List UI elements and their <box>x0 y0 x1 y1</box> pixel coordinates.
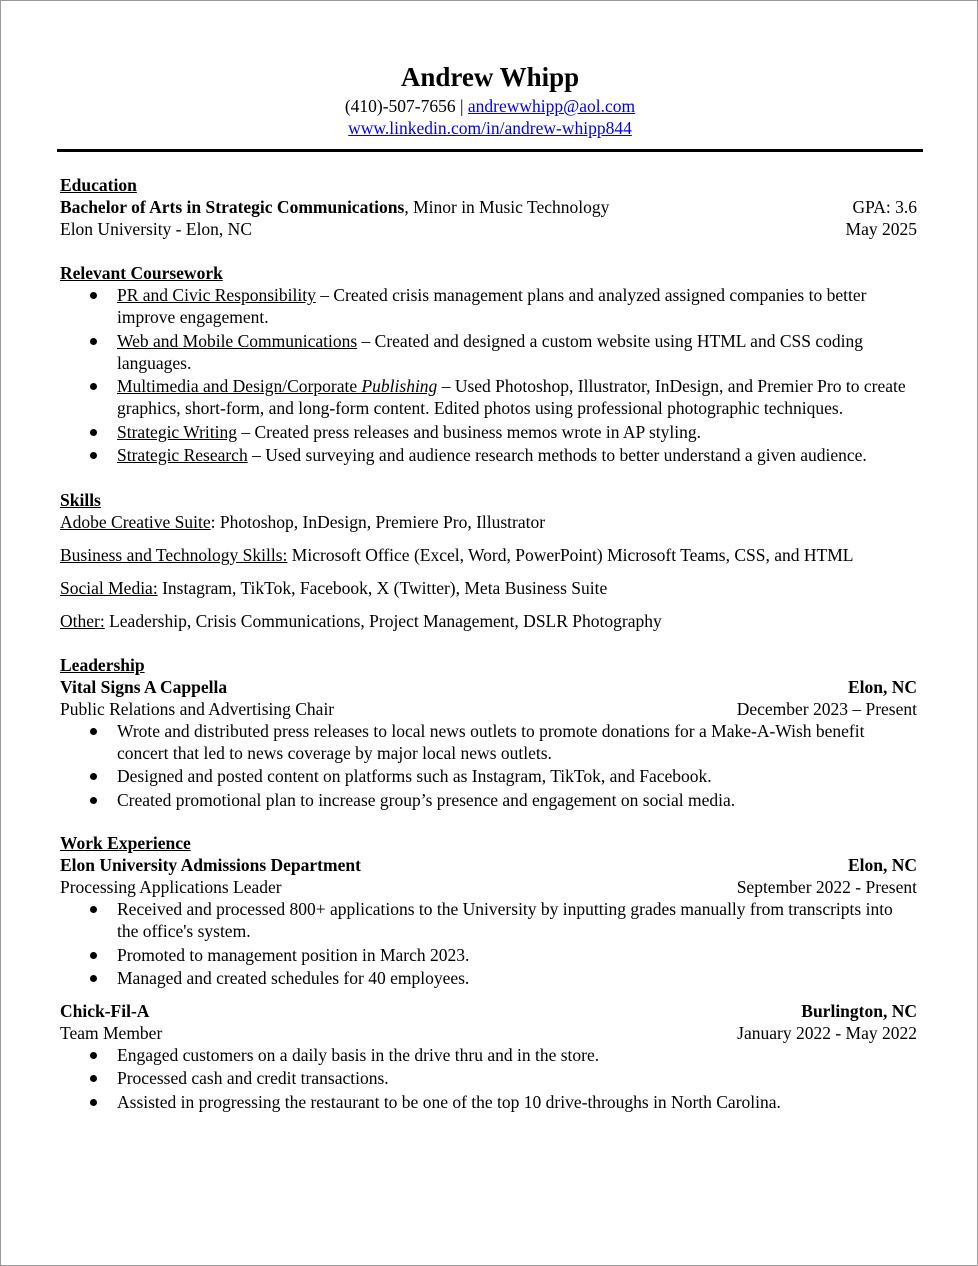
list-item: Received and processed 800+ applications to the University by inputting grades manually from transcripts into the office's system. <box>60 898 917 942</box>
job-role: Team Member <box>60 1022 163 1043</box>
skill-item <box>60 577 917 599</box>
job-org-row <box>60 1000 917 1022</box>
list-item: Processed cash and credit transactions. <box>60 1067 917 1089</box>
coursework-list <box>60 284 917 466</box>
job-dates: September 2022 - Present <box>736 877 917 897</box>
linkedin-link[interactable]: www.linkedin.com/in/andrew-whipp844 <box>348 118 632 138</box>
skill-value: Instagram, TikTok, Facebook, X (Twitter), Meta Business Suite <box>157 577 608 598</box>
list-item: Designed and posted content on platforms such as Instagram, TikTok, and Facebook. <box>60 765 917 787</box>
section-title-coursework: Relevant Coursework <box>60 263 223 283</box>
list-item: Created promotional plan to increase group’s presence and engagement on social media. <box>60 789 917 811</box>
contact-separator: | <box>455 96 468 116</box>
job-dates: January 2022 - May 2022 <box>737 1022 917 1043</box>
list-item <box>60 330 917 374</box>
leadership-section <box>60 654 917 811</box>
job-role-row <box>60 1022 917 1044</box>
school-row <box>60 218 917 240</box>
skill-item <box>60 610 917 632</box>
section-title-skills: Skills <box>60 489 101 510</box>
degree-minor: , Minor in Music Technology <box>404 197 610 217</box>
job-org: Chick-Fil-A <box>60 1000 150 1021</box>
work-section <box>60 832 917 1113</box>
job-org: Elon University Admissions Department <box>60 855 361 875</box>
course-name: Strategic Writing <box>117 421 237 442</box>
contact-line <box>1 95 978 117</box>
course-name: Web and Mobile Communications <box>117 330 358 351</box>
job-bullets <box>60 898 917 989</box>
section-title-work: Work Experience <box>60 833 191 853</box>
course-description: – Used Photoshop, Illustrator, InDesign, and Premier Pro to create graphics, short-form, and long-form content. Edited photos using professional photographic techniques. <box>117 376 906 418</box>
gpa: GPA: 3.6 <box>852 197 917 217</box>
resume-header <box>1 59 978 139</box>
education-section <box>60 174 917 240</box>
list-item <box>60 375 917 419</box>
list-item: Promoted to management position in March 2023. <box>60 944 917 966</box>
skill-value: Leadership, Crisis Communications, Project Management, DSLR Photography <box>104 610 662 631</box>
course-description: – Used surveying and audience research methods to better understand a given audience. <box>247 445 867 465</box>
job-bullets <box>60 1044 917 1113</box>
list-item: Wrote and distributed press releases to local news outlets to promote donations for a Make-A-Wish benefit concert that led to news coverage by major local news outlets. <box>60 720 917 764</box>
leadership-role: Public Relations and Advertising Chair <box>60 698 335 719</box>
leadership-role-row <box>60 698 917 720</box>
skill-item: Adobe Creative Suite: Photoshop, InDesign, Premiere Pro, Illustrator <box>60 511 546 532</box>
course-description: – Created and designed a custom website using HTML and CSS coding languages. <box>117 330 863 373</box>
skill-item <box>60 544 917 566</box>
job-role-row <box>60 876 917 898</box>
list-item: Assisted in progressing the restaurant to be one of the top 10 drive-throughs in North Carolina. <box>60 1091 917 1113</box>
linkedin-line <box>1 117 978 139</box>
email-link[interactable]: andrewwhipp@aol.com <box>467 96 636 116</box>
leadership-org: Vital Signs A Cappella <box>60 676 228 697</box>
graduation-date: May 2025 <box>845 219 917 239</box>
resume-body <box>60 174 917 1114</box>
section-title-education: Education <box>60 175 137 195</box>
skill-label: Social Media: <box>60 577 158 598</box>
list-item: Engaged customers on a daily basis in the drive thru and in the store. <box>60 1044 917 1066</box>
course-description: – Created crisis management plans and analyzed assigned companies to better improve engagement. <box>117 285 867 327</box>
job-location: Elon, NC <box>847 855 917 875</box>
job-entry <box>60 854 917 989</box>
candidate-name: Andrew Whipp <box>400 62 580 92</box>
skill-label: Business and Technology Skills: <box>60 544 288 565</box>
header-divider <box>57 149 923 152</box>
coursework-section <box>60 262 917 466</box>
skill-value: Microsoft Office (Excel, Word, PowerPoint) Microsoft Teams, CSS, and HTML <box>287 544 854 565</box>
course-description: – Created press releases and business memos wrote in AP styling. <box>237 421 701 442</box>
degree-name: Bachelor of Arts in Strategic Communications <box>60 197 405 217</box>
list-item <box>60 444 917 466</box>
leadership-bullets <box>60 720 917 811</box>
school-name: Elon University - Elon, NC <box>60 219 252 239</box>
course-name: Strategic Research <box>117 445 248 465</box>
course-name: PR and Civic Responsibility <box>117 285 316 305</box>
job-role: Processing Applications Leader <box>60 877 282 897</box>
list-item <box>60 284 917 328</box>
list-item <box>60 421 917 443</box>
job-entry <box>60 1000 917 1113</box>
leadership-org-row <box>60 676 917 698</box>
skill-label: Adobe Creative Suite <box>60 511 211 532</box>
list-item: Managed and created schedules for 40 employees. <box>60 967 917 989</box>
phone-number: (410)-507-7656 <box>344 96 456 116</box>
skill-value: Photoshop, InDesign, Premiere Pro, Illustrator <box>215 511 546 532</box>
section-title-leadership: Leadership <box>60 654 145 675</box>
leadership-location: Elon, NC <box>847 676 917 697</box>
skills-section <box>60 489 917 632</box>
job-location: Burlington, NC <box>801 1000 917 1021</box>
leadership-dates: December 2023 – Present <box>736 698 917 719</box>
course-name: Multimedia and Design/Corporate Publishing <box>117 376 438 396</box>
skill-label: Other: <box>60 610 105 631</box>
job-org-row <box>60 854 917 876</box>
degree-row <box>60 196 917 218</box>
